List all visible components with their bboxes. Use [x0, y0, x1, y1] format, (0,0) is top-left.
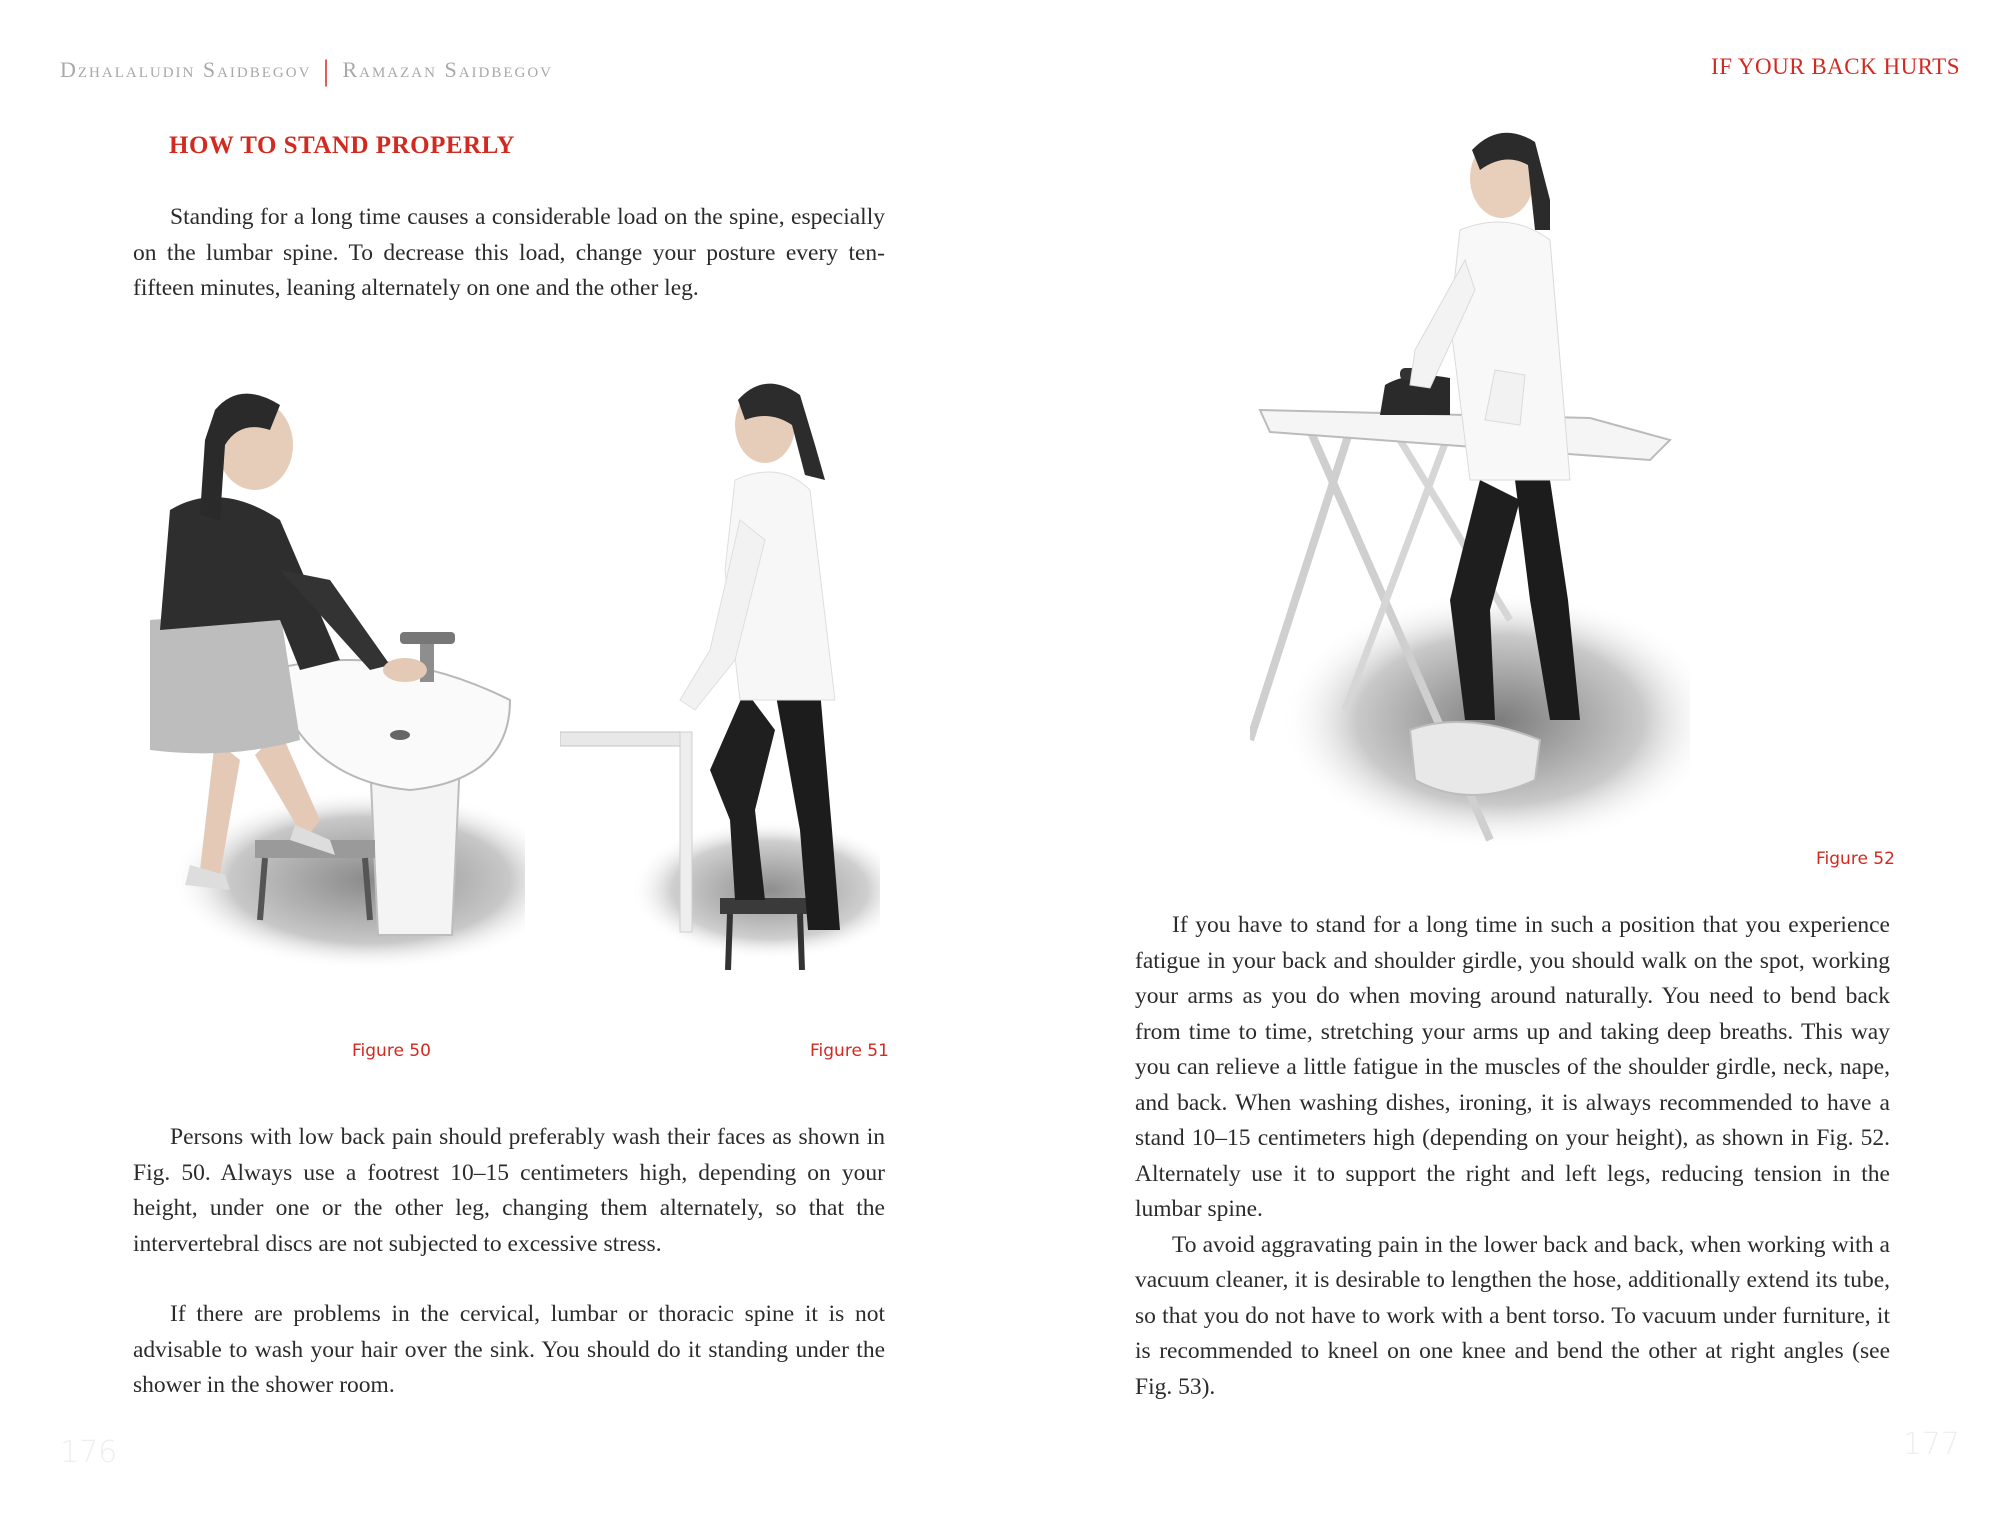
page-number-right: 177 — [1902, 1427, 1960, 1462]
author-separator: | — [322, 54, 331, 87]
body-text-3: If you have to stand for a long time in such a position that you experience fatigue in your back and shoulder girdle, you should walk on the spot, working your arms as you do when moving around naturally. You need to bend back from time to time, stretching your arms up and taking deep breaths. This way you can relieve a little fatigue in the muscles of the shoulder girdle, neck, nape, and back. When washing dishes, ironing, it is always recommended to have a stand 10–15 centimeters high (depending on your height), as shown in Fig. 52. Alternately use it to support the right and left legs, reducing tension in the lumbar spine. — [1135, 912, 1890, 1222]
figure-51-photo — [560, 370, 880, 970]
figure-50-photo — [130, 370, 525, 970]
body-text-1: Persons with low back pain should preferably wash their faces as shown in Fig. 50. Always use a footrest 10–15 centimeters high, depending on your height, under one or the other leg, changing them alternately, so that the intervertebral discs are not subjected to excessive stress. — [133, 1124, 885, 1257]
section-title: HOW TO STAND PROPERLY — [169, 132, 515, 159]
body-text-2: If there are problems in the cervical, lumbar or thoracic spine it is not advisable to wash your hair over the sink. You should do it standing under the shower in the shower room. — [133, 1301, 885, 1398]
body-text-4: To avoid aggravating pain in the lower back and back, when working with a vacuum cleaner, it is desirable to lengthen the hose, additionally extend its tube, so that you do not have to work with a bent torso. To vacuum under furniture, it is recommended to kneel on one knee and bend the other at right angles (see Fig. 53). — [1135, 1231, 1890, 1400]
author-1: Dzhalaludin Saidbegov — [60, 57, 312, 82]
running-header-title: IF YOUR BACK HURTS — [1711, 54, 1960, 79]
figure-50-caption: Figure 50 — [352, 1041, 431, 1061]
intro-paragraph — [133, 200, 885, 307]
figure-52-photo — [1250, 120, 1690, 860]
figure-52-caption: Figure 52 — [1816, 849, 1895, 869]
page-number-left: 176 — [60, 1435, 118, 1470]
author-2: Ramazan Saidbegov — [342, 57, 554, 82]
running-header-authors — [60, 54, 553, 88]
body-paragraph-2 — [133, 1297, 885, 1404]
intro-text: Standing for a long time causes a considerable load on the spine, especially on the lumbar spine. To decrease this load, change your posture every ten-fifteen minutes, leaning alternately on one and the other leg. — [133, 204, 885, 301]
body-paragraph-3 — [1135, 908, 1890, 1405]
figure-51-caption: Figure 51 — [810, 1041, 889, 1061]
body-paragraph-1 — [133, 1120, 885, 1262]
